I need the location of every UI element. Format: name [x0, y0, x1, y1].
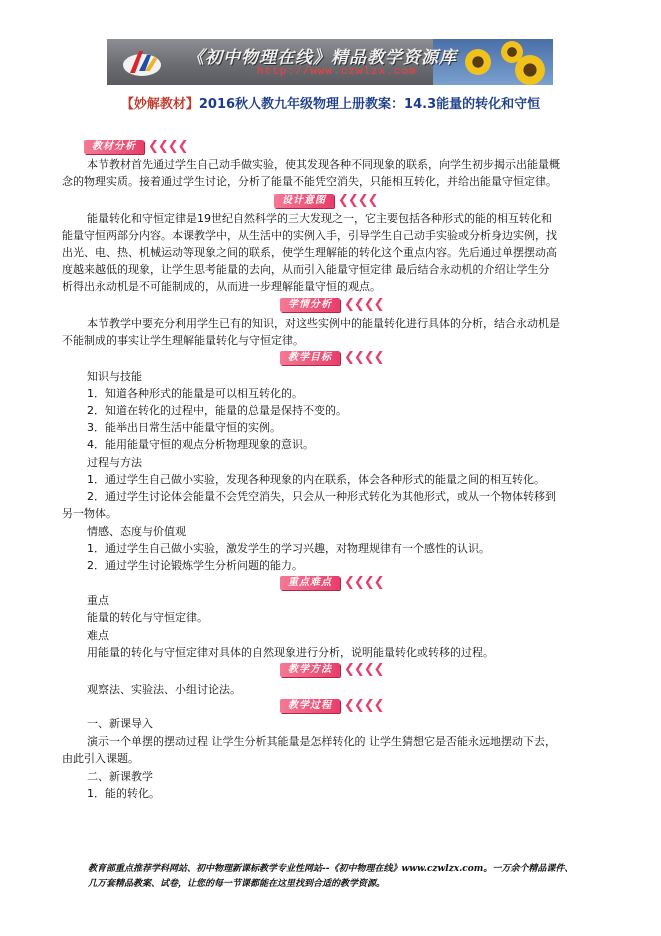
page-footer	[88, 862, 608, 892]
title-bracket: 【妙解教材】	[120, 97, 199, 112]
chevron-left-icon: ❮❮❮❮	[344, 575, 384, 590]
section-tag-teaching-goals	[280, 350, 384, 365]
paragraph-line: 用能量的转化与守恒定律对具体的自然现象进行分析，说明能量转化或转移的过程。	[87, 646, 494, 659]
footer-line: 教育部重点推荐学科网站、初中物理新课标教学专业性网站--《初中物理在线》www.czwlzx.com。一万余个精品课件、	[88, 864, 574, 874]
paragraph-line: 度越来越低的现象，让学生思考能量的去向，从而引入能量守恒定律 最后结合永动机的介绍让学生分	[62, 263, 550, 276]
list-item: 2．知道在转化的过程中，能量的总量是保持不变的。	[87, 404, 347, 417]
paragraph-line: 观察法、实验法、小组讨论法。	[87, 683, 241, 696]
paragraph-line: 由此引入课题。	[62, 752, 139, 765]
list-item: 1．通过学生自己做小实验，激发学生的学习兴趣，对物理规律有一个感性的认识。	[87, 542, 490, 555]
paragraph-line: 本节教材首先通过学生自己动手做实验，使其发现各种不同现象的联系，向学生初步揭示出能量概	[87, 158, 560, 171]
list-item: 另一物体。	[62, 507, 117, 520]
section-label: 教学目标	[280, 351, 340, 365]
section-label: 教材分析	[84, 140, 144, 154]
section-tag-teaching-process	[280, 698, 384, 713]
banner-url-link[interactable]: http://www.czwlzx.com	[257, 66, 417, 78]
banner-title: 《初中物理在线》精品教学资源库	[187, 48, 457, 68]
list-item: 1．能的转化。	[87, 787, 160, 800]
paragraph-line: 演示一个单摆的摆动过程 让学生分析其能量是怎样转化的 让学生猜想它是否能永远地摆动下去，	[87, 735, 556, 748]
title-text: 2016秋人教九年级物理上册教案：14.3能量的转化和守恒	[198, 97, 541, 112]
chevron-left-icon: ❮❮❮❮	[344, 297, 384, 312]
subheading: 难点	[87, 629, 109, 642]
paragraph-line: 出光、电、热、机械运动等现象之间的联系，使学生理解能的转化这个重点内容。先后通过单摆摆动高	[62, 246, 557, 259]
sunflower-icon	[465, 49, 491, 75]
paragraph-line: 能量的转化与守恒定律。	[87, 611, 208, 624]
section-label: 教学过程	[280, 699, 340, 713]
list-item: 1．知道各种形式的能量是可以相互转化的。	[87, 387, 303, 400]
paragraph-line: 不能制成的事实让学生理解能量转化与守恒定律。	[62, 334, 304, 347]
page-title	[0, 93, 661, 112]
paragraph-line: 析得出永动机是不可能制成的，从而进一步理解能量守恒的观点。	[62, 280, 381, 293]
chevron-left-icon: ❮❮❮❮	[344, 350, 384, 365]
subheading: 二、新课教学	[87, 770, 153, 783]
section-label: 设计意图	[274, 194, 334, 208]
subheading: 情感、态度与价值观	[87, 525, 186, 538]
subheading: 过程与方法	[87, 456, 142, 469]
paragraph-line: 能量转化和守恒定律是19世纪自然科学的三大发现之一，它主要包括各种形式的能的相互转化和	[87, 212, 552, 225]
site-banner[interactable]	[107, 39, 553, 85]
list-item: 1．通过学生自己做小实验，发现各种现象的内在联系，体会各种形式的能量之间的相互转化。	[87, 473, 545, 486]
section-label: 教学方法	[280, 663, 340, 677]
subheading: 重点	[87, 594, 109, 607]
section-tag-textbook-analysis	[84, 139, 188, 154]
section-tag-teaching-methods	[280, 662, 384, 677]
footer-line: 几万套精品教案、试卷，让您的每一节课都能在这里找到合适的教学资源。	[88, 879, 386, 889]
chevron-left-icon: ❮❮❮❮	[344, 662, 384, 677]
chevron-left-icon: ❮❮❮❮	[344, 698, 384, 713]
paragraph-line: 能量守恒两部分内容。本课教学中，从生活中的实例入手，引导学生自己动手实验或分析身边实例，找	[62, 229, 557, 242]
list-item: 4．能用能量守恒的观点分析物理现象的意识。	[87, 438, 314, 451]
section-label: 重点难点	[280, 576, 340, 590]
sunflower-icon	[515, 55, 545, 85]
site-logo-icon	[121, 45, 163, 79]
section-tag-design-intent	[274, 193, 378, 208]
chevron-left-icon: ❮❮❮❮	[338, 193, 378, 208]
paragraph-line: 本节教学中要充分利用学生已有的知识，对这些实例中的能量转化进行具体的分析，结合永动机是	[87, 317, 560, 330]
subheading: 一、新课导入	[87, 717, 153, 730]
list-item: 2．通过学生讨论锻炼学生分析问题的能力。	[87, 559, 303, 572]
list-item: 3．能举出日常生活中能量守恒的实例。	[87, 421, 281, 434]
section-tag-key-points	[280, 575, 384, 590]
section-tag-student-analysis	[280, 297, 384, 312]
chevron-left-icon: ❮❮❮❮	[148, 139, 188, 154]
paragraph-line: 念的物理实质。接着通过学生讨论，分析了能量不能凭空消失，只能相互转化，并给出能量守恒定律。	[62, 175, 557, 188]
list-item: 2．通过学生讨论体会能量不会凭空消失，只会从一种形式转化为其他形式，或从一个物体转移到	[87, 490, 556, 503]
section-label: 学情分析	[280, 298, 340, 312]
subheading: 知识与技能	[87, 370, 142, 383]
